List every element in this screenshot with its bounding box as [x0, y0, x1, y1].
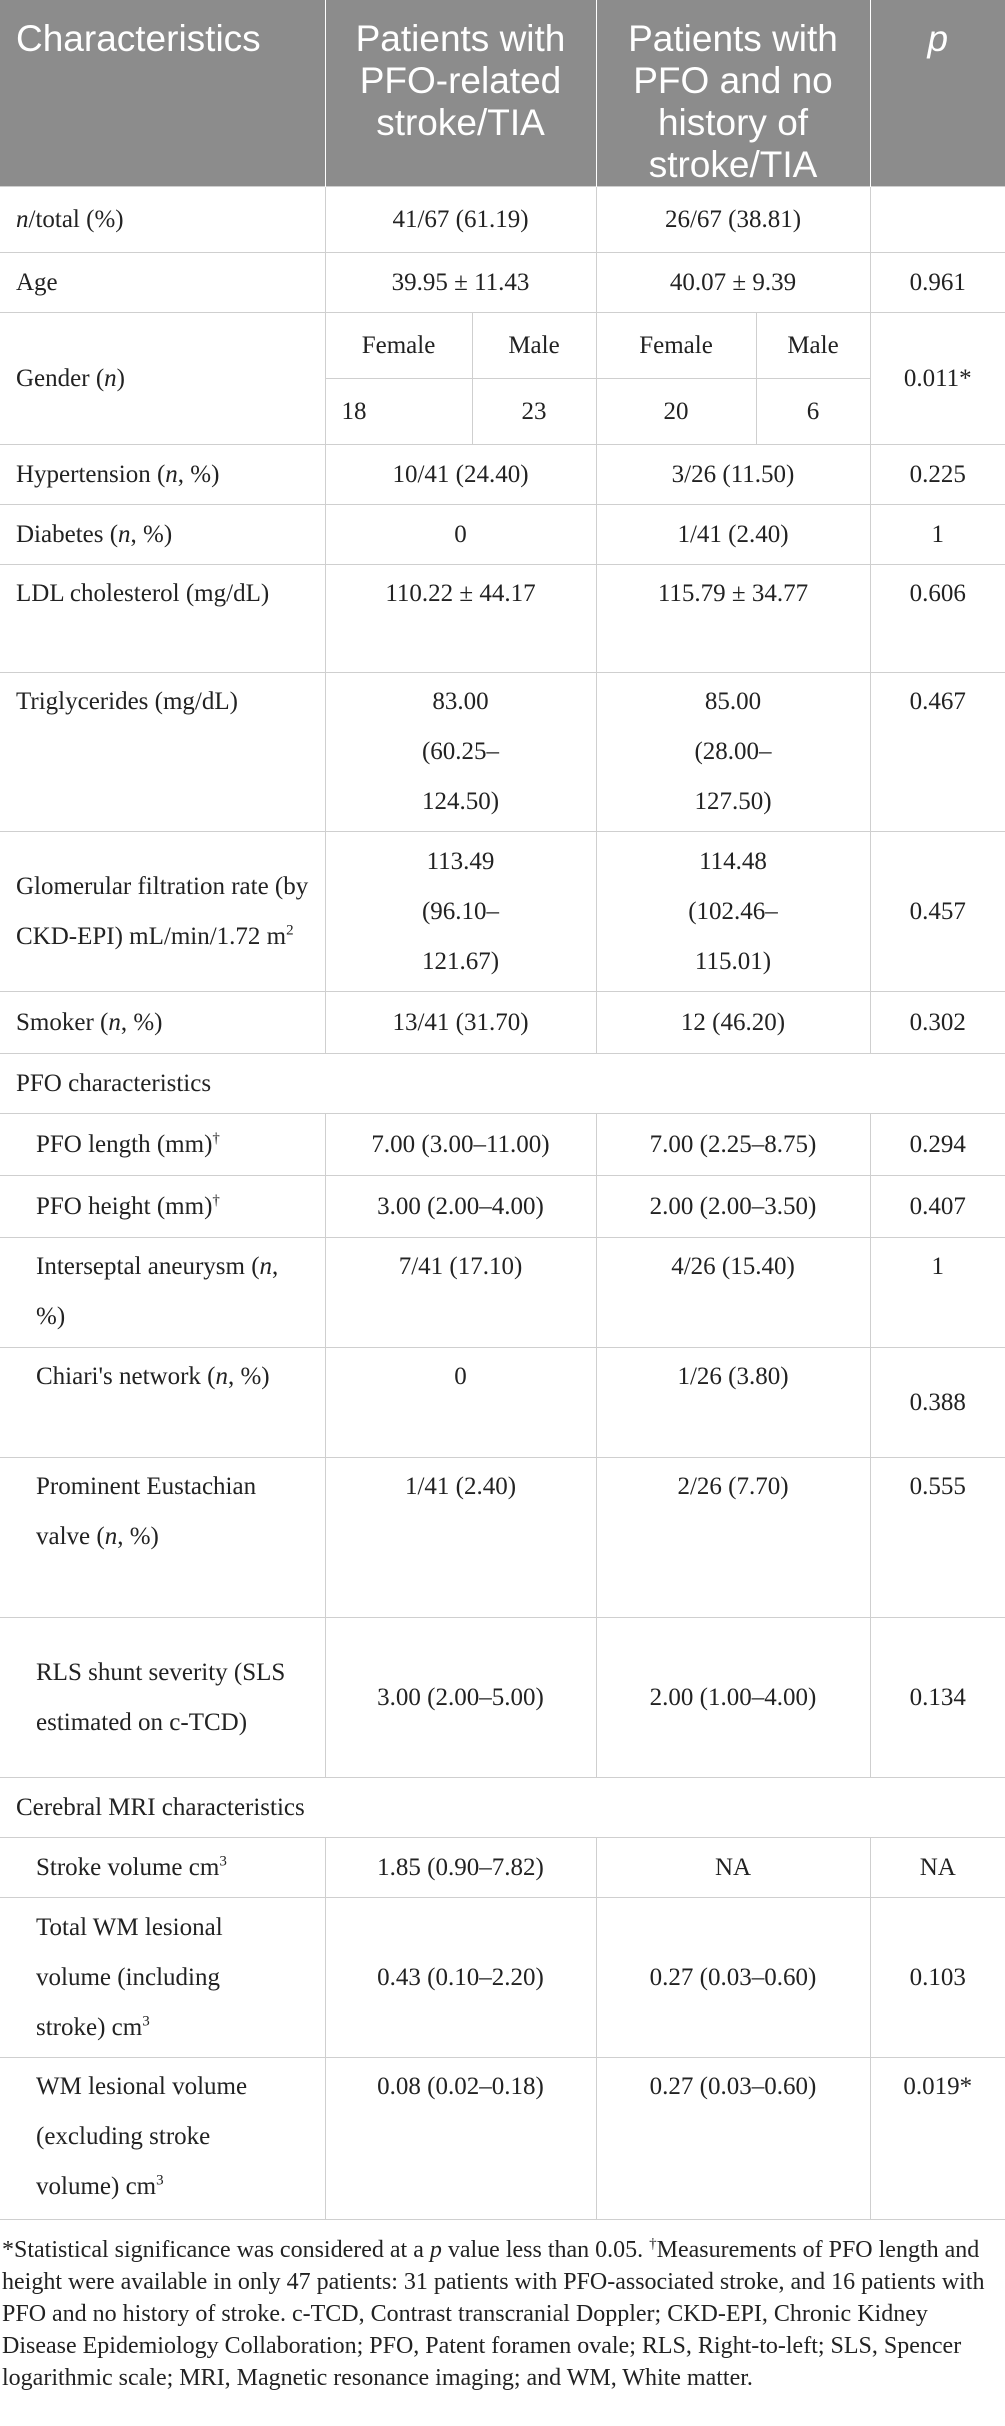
cell-stroke: 3.00 (2.00–4.00) [325, 1176, 596, 1238]
cell-p: 1 [870, 505, 1005, 565]
cell-no-stroke: 2/26 (7.70) [596, 1458, 870, 1618]
row-label: Interseptal aneurysm (n, %) [0, 1238, 325, 1348]
cell-no-stroke: 115.79 ± 34.77 [596, 565, 870, 673]
table-row [0, 1348, 1005, 1458]
row-label: Total WM lesional volume (including stroke) $cm^3$ [0, 1898, 325, 2058]
cell-stroke: 7.00 (3.00–11.00) [325, 1114, 596, 1176]
row-label: Age [0, 253, 325, 313]
cell-p: 0.294 [870, 1114, 1005, 1176]
table-row [0, 2058, 1005, 2220]
row-label: PFO length (mm)† [0, 1114, 325, 1176]
cell-no-stroke: 2.00 (1.00–4.00) [596, 1618, 870, 1778]
subheader-female: Female [596, 313, 756, 379]
table-row [0, 1898, 1005, 2058]
cell-p: 0.407 [870, 1176, 1005, 1238]
cell-no-stroke: 114.48 (102.46–115.01) [596, 832, 870, 992]
section-mri-characteristics: Cerebral MRI characteristics [0, 1778, 1005, 1838]
cell-no-stroke-male: 6 [756, 379, 870, 445]
cell-no-stroke-female: 20 [596, 379, 756, 445]
cell-p: 0.457 [870, 832, 1005, 992]
section-pfo-characteristics: PFO characteristics [0, 1054, 1005, 1114]
cell-stroke: 10/41 (24.40) [325, 445, 596, 505]
cell-stroke: 1.85 (0.90–7.82) [325, 1838, 596, 1898]
row-label: WM lesional volume (excluding stroke volume) $cm^3$ [0, 2058, 325, 2220]
header-stroke-group: Patients with PFO-related stroke/TIA [325, 0, 596, 187]
cell-stroke: 0 [325, 505, 596, 565]
table-row [0, 445, 1005, 505]
cell-p: 0.302 [870, 992, 1005, 1054]
cell-no-stroke: 85.00 (28.00–127.50) [596, 673, 870, 832]
table-row [0, 1238, 1005, 1348]
cell-no-stroke: 7.00 (2.25–8.75) [596, 1114, 870, 1176]
table-row [0, 1176, 1005, 1238]
table-row [0, 187, 1005, 253]
table-row [0, 832, 1005, 992]
cell-stroke: 41/67 (61.19) [325, 187, 596, 253]
cell-stroke: 7/41 (17.10) [325, 1238, 596, 1348]
cell-p: 0.606 [870, 565, 1005, 673]
cell-no-stroke: 0.27 (0.03–0.60) [596, 1898, 870, 2058]
cell-p: 0.961 [870, 253, 1005, 313]
table-row [0, 565, 1005, 673]
row-label: Smoker (n, %) [0, 992, 325, 1054]
cell-stroke-female: 18 [325, 379, 472, 445]
cell-stroke-male: 23 [472, 379, 596, 445]
cell-stroke: 1/41 (2.40) [325, 1458, 596, 1618]
row-label: LDL cholesterol (mg/dL) [0, 565, 325, 673]
header-characteristics: Characteristics [0, 0, 325, 187]
table-row [0, 1458, 1005, 1618]
cell-stroke: 0 [325, 1348, 596, 1458]
header-p-value: p [870, 0, 1005, 187]
table-row [0, 253, 1005, 313]
cell-no-stroke: 1/26 (3.80) [596, 1348, 870, 1458]
cell-p: 0.103 [870, 1898, 1005, 2058]
cell-stroke: 13/41 (31.70) [325, 992, 596, 1054]
table-row [0, 1114, 1005, 1176]
cell-stroke: 0.43 (0.10–2.20) [325, 1898, 596, 2058]
cell-p: 0.225 [870, 445, 1005, 505]
cell-p: 1 [870, 1238, 1005, 1348]
row-label: Triglycerides (mg/dL) [0, 673, 325, 832]
row-label: Hypertension (n, %) [0, 445, 325, 505]
table-row [0, 1618, 1005, 1778]
cell-no-stroke: 40.07 ± 9.39 [596, 253, 870, 313]
header-no-stroke-group: Patients with PFO and no history of stroke/TIA [596, 0, 870, 187]
cell-stroke: 0.08 (0.02–0.18) [325, 2058, 596, 2220]
cell-no-stroke: 1/41 (2.40) [596, 505, 870, 565]
cell-p: 0.019* [870, 2058, 1005, 2220]
cell-stroke: 110.22 ± 44.17 [325, 565, 596, 673]
subheader-male: Male [756, 313, 870, 379]
table-footnote: *Statistical significance was considered at a p value less than 0.05. †Measurements of PFO length and height were available in only 47 patients: 31 patients with PFO-associated stroke, and 16 patients with PFO and no history of stroke. c-TCD, Contrast transcranial Doppler; CKD-EPI, Chronic Kidney Disease Epidemiology Collaboration; PFO, Patent foramen ovale; RLS, Right-to-left; SLS, Spencer logarithmic scale; MRI, Magnetic resonance imaging; and WM, White matter. [2, 2236, 985, 2391]
row-label: Prominent Eustachian valve (n, %) [0, 1458, 325, 1618]
subheader-female: Female [325, 313, 472, 379]
cell-no-stroke: 4/26 (15.40) [596, 1238, 870, 1348]
row-label: Gender (n) [0, 313, 325, 445]
row-label: n/total (%) [0, 187, 325, 253]
table-row [0, 505, 1005, 565]
table-row [0, 673, 1005, 832]
row-label: Glomerular filtration rate (by CKD-EPI) mL/min/1.72 $m^2$ [0, 832, 325, 992]
cell-p: 0.467 [870, 673, 1005, 832]
cell-stroke: 83.00 (60.25–124.50) [325, 673, 596, 832]
row-label: RLS shunt severity (SLS estimated on c-TCD) [0, 1618, 325, 1778]
cell-stroke: 113.49 (96.10–121.67) [325, 832, 596, 992]
cell-no-stroke: 0.27 (0.03–0.60) [596, 2058, 870, 2220]
cell-stroke: 39.95 ± 11.43 [325, 253, 596, 313]
cell-no-stroke: 2.00 (2.00–3.50) [596, 1176, 870, 1238]
cell-p: 0.388 [870, 1348, 1005, 1458]
cell-no-stroke: 12 (46.20) [596, 992, 870, 1054]
subheader-male: Male [472, 313, 596, 379]
table-header [0, 0, 1005, 187]
row-label: PFO height (mm)† [0, 1176, 325, 1238]
table-row [0, 1838, 1005, 1898]
cell-p: NA [870, 1838, 1005, 1898]
row-label: Stroke volume $cm^3$ [0, 1838, 325, 1898]
cell-p: 0.555 [870, 1458, 1005, 1618]
row-label: Diabetes (n, %) [0, 505, 325, 565]
cell-stroke: 3.00 (2.00–5.00) [325, 1618, 596, 1778]
cell-no-stroke: 3/26 (11.50) [596, 445, 870, 505]
section-row [0, 1054, 1005, 1114]
cell-p [870, 187, 1005, 253]
table-row [0, 313, 1005, 379]
row-label: Chiari's network (n, %) [0, 1348, 325, 1458]
cell-p: 0.134 [870, 1618, 1005, 1778]
cell-no-stroke: NA [596, 1838, 870, 1898]
table-row [0, 992, 1005, 1054]
cell-no-stroke: 26/67 (38.81) [596, 187, 870, 253]
cell-p: 0.011* [870, 313, 1005, 445]
section-row [0, 1778, 1005, 1838]
